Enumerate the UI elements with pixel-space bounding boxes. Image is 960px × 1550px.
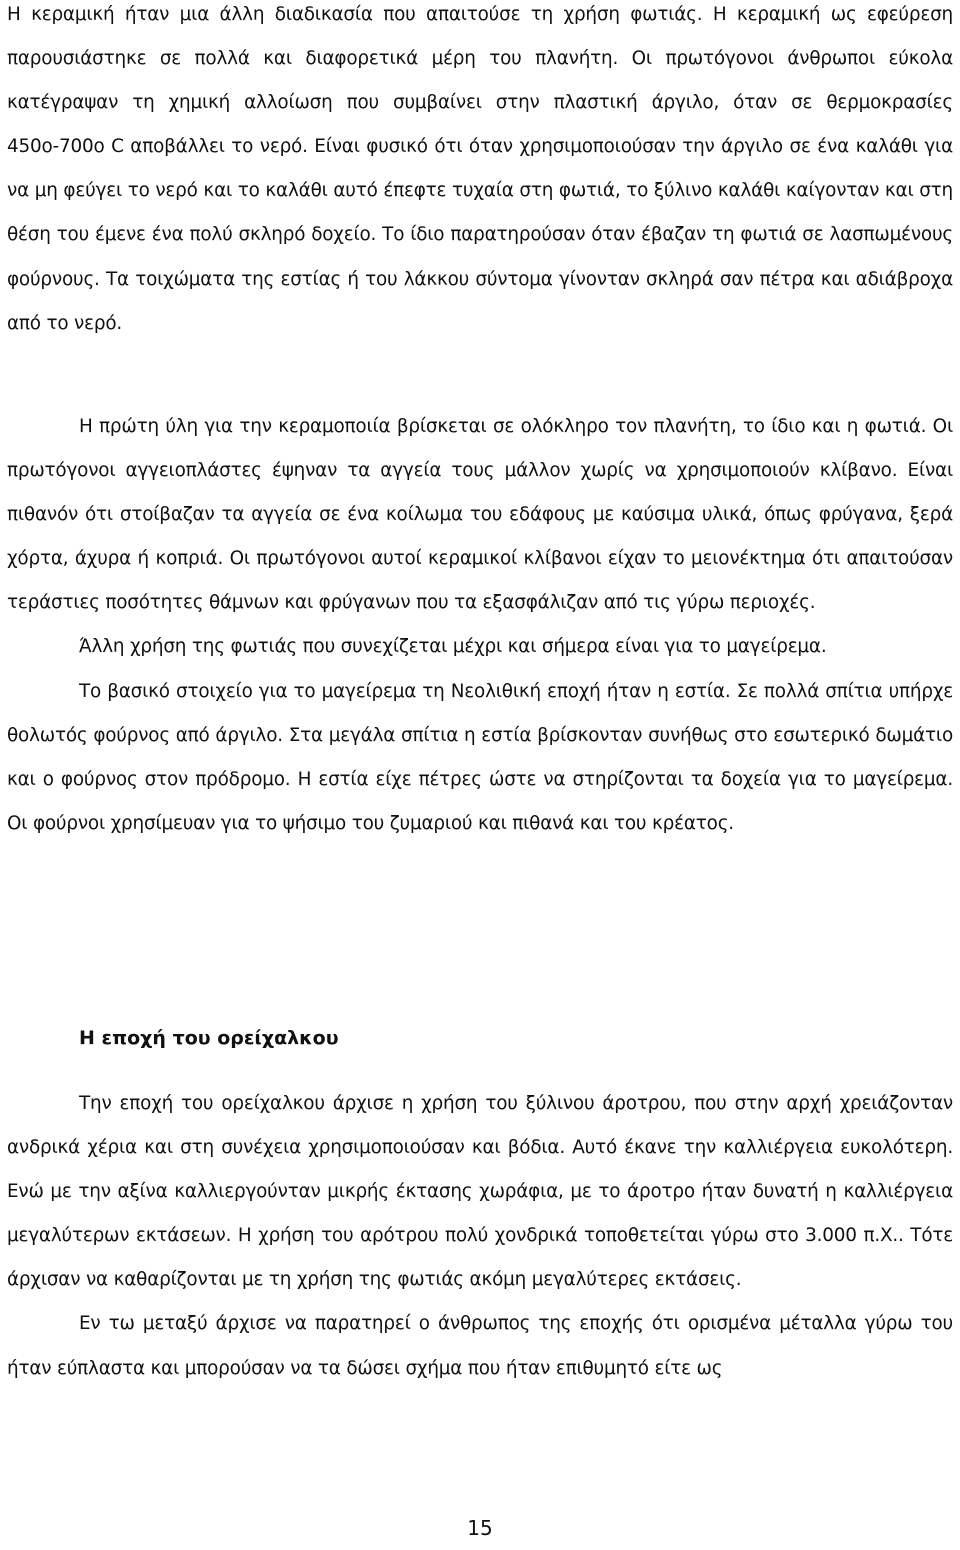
paragraph-plough: Την εποχή του ορείχαλκου άρχισε η χρήση του ξύλινου άροτρου, που στην αρχή χρειάζονταν ανδρικά χέρια και στη συνέχεια χρησιμοποιούσαν και βόδια. Αυτό έκανε την καλλιέργεια ευκολότερη. Ενώ με την αξίνα καλλιεργούνταν μικρής έκτασης χωράφια, με το άροτρο ήταν δυνατή η καλλιέργεια μεγαλύτερων εκτάσεων. Η χρήση του αρότρου πολύ χονδρικά τοποθετείται γύρω στο 3.000 π.Χ.. Τότε άρχισαν να καθαρίζονται με τη χρήση της φωτιάς ακόμη μεγαλύτερες εκτάσεις. [7, 1093, 953, 1291]
section-clay-fire [7, 0, 953, 346]
paragraph-cooking-use: Άλλη χρήση της φωτιάς που συνεχίζεται μέχρι και σήμερα είναι για το μαγείρεμα. [79, 636, 827, 658]
section-bronze-age [7, 1082, 953, 1391]
page-number: 15 [467, 1516, 493, 1540]
section-kilns-cooking [7, 405, 953, 846]
paragraph-neolithic-hearth: Το βασικό στοιχείο για το μαγείρεμα τη Νεολιθική εποχή ήταν η εστία. Σε πολλά σπίτια υπήρχε θολωτός φούρνος από άργιλο. Στα μεγάλα σπίτια η εστία βρίσκονταν συνήθως στο εσωτερικό δωμάτιο και ο φούρνος στον πρόδρομο. Η εστία είχε πέτρες ώστε να στηρίζονται τα δοχεία για το μαγείρεμα. Οι φούρνοι χρησίμευαν για το ψήσιμο του ζυμαριού και πιθανά και του κρέατος. [7, 680, 953, 834]
paragraph-pottery-kilns: Η πρώτη ύλη για την κεραμοποιία βρίσκεται σε ολόκληρο τον πλανήτη, το ίδιο και η φωτιά. Οι πρωτόγονοι αγγειοπλάστες έψηναν τα αγγεία τους μάλλον χωρίς να χρησιμοποιούν κλίβανο. Είναι πιθανόν ότι στοίβαζαν τα αγγεία σε ένα κοίλωμα του εδάφους με καύσιμα υλικά, όπως φρύγανα, ξερά χόρτα, άχυρα ή κοπριά. Οι πρωτόγονοι αυτοί κεραμικοί κλίβανοι είχαν το μειονέκτημα ότι απαιτούσαν τεράστιες ποσότητες θάμνων και φρύγανων που τα εξασφάλιζαν από τις γύρω περιοχές. [7, 416, 953, 614]
section-heading-bronze-age: Η εποχή του ορείχαλκου [79, 1027, 339, 1049]
paragraph-ceramics-intro: Η κεραμική ήταν μια άλλη διαδικασία που απαιτούσε τη χρήση φωτιάς. Η κεραμική ως εφεύρεση παρουσιάστηκε σε πολλά και διαφορετικά μέρη του πλανήτη. Οι πρωτόγονοι άνθρωποι εύκολα κατέγραψαν τη χημική αλλοίωση που συμβαίνει στην πλαστική άργιλο, όταν σε θερμοκρασίες 450ο-700ο C αποβάλλει το νερό. Είναι φυσικό ότι όταν χρησιμοποιούσαν την άργιλο σε ένα καλάθι για να μη φεύγει το νερό και το καλάθι αυτό έπεφτε τυχαία στη φωτιά, το ξύλινο καλάθι καίγονταν και στη θέση του έμενε ένα πολύ σκληρό δοχείο. Το ίδιο παρατηρούσαν όταν έβαζαν τη φωτιά σε λασπωμένους φούρνους. Τα τοιχώματα της εστίας ή του λάκκου σύντομα γίνονταν σκληρά σαν πέτρα και αδιάβροχα από το νερό. [7, 4, 953, 334]
paragraph-metals: Εν τω μεταξύ άρχισε να παρατηρεί ο άνθρωπος της εποχής ότι ορισμένα μέταλλα γύρω του ήταν εύπλαστα και μπορούσαν να τα δώσει σχήμα που ήταν επιθυμητό είτε ως [7, 1313, 953, 1379]
